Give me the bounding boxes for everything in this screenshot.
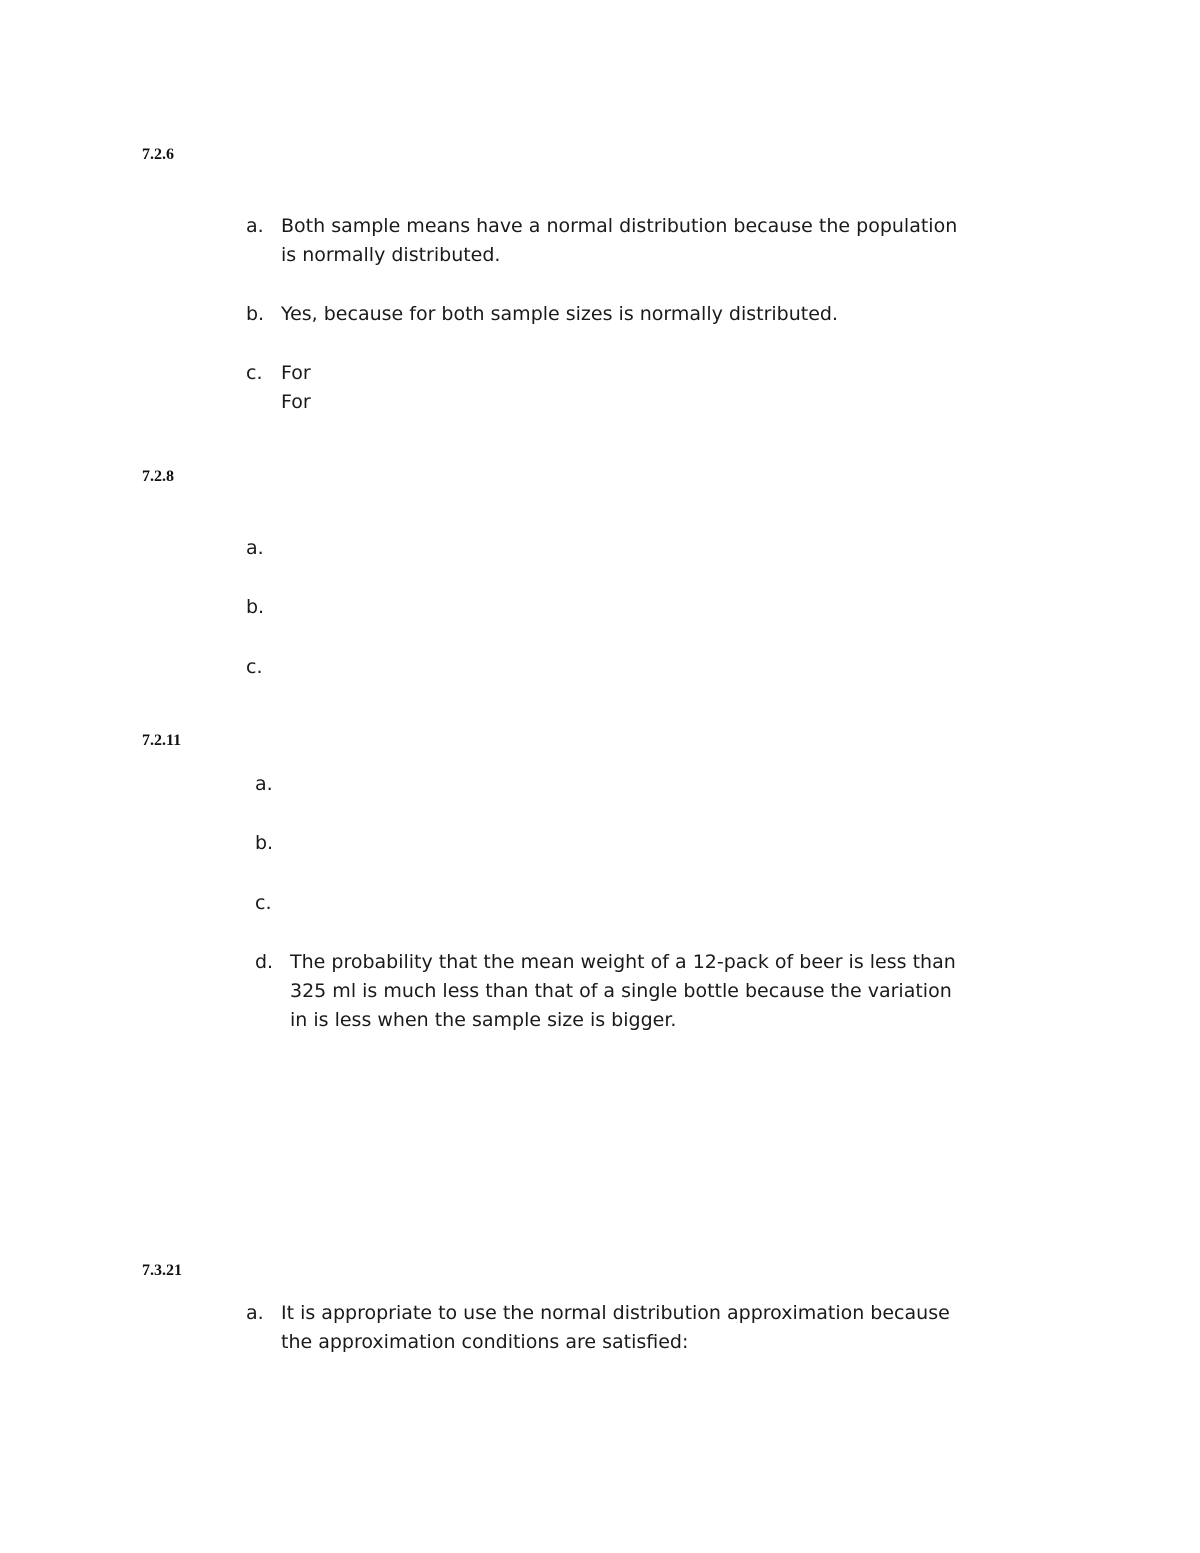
list-item-text (290, 948, 1070, 1035)
section-heading-7-2-8: 7.2.8 (142, 468, 174, 485)
text-line: Yes, because for both sample sizes is normally distributed. (281, 303, 839, 325)
section-heading-7-3-21: 7.3.21 (142, 1262, 182, 1279)
list-marker: b. (246, 596, 265, 618)
list-marker: b. (255, 832, 274, 854)
text-line: in is less when the sample size is bigger. (290, 1009, 677, 1031)
list-marker: a. (246, 1302, 264, 1324)
list-marker: a. (255, 773, 273, 795)
text-line: the approximation conditions are satisfied: (281, 1331, 689, 1353)
list-marker: c. (255, 892, 272, 914)
list-item-text (281, 212, 1061, 270)
text-line: For (281, 391, 311, 413)
section-heading-7-2-11: 7.2.11 (142, 732, 182, 749)
list-marker: a. (246, 215, 264, 237)
section-heading-7-2-6: 7.2.6 (142, 146, 174, 163)
list-item-text (281, 300, 1061, 329)
list-item-text (281, 359, 1061, 417)
list-marker: d. (255, 951, 274, 973)
text-line: Both sample means have a normal distribution because the population (281, 215, 958, 237)
text-line: 325 ml is much less than that of a single bottle because the variation (290, 980, 952, 1002)
list-marker: b. (246, 303, 265, 325)
list-marker: c. (246, 656, 263, 678)
text-line: It is appropriate to use the normal distribution approximation because (281, 1302, 950, 1324)
text-line: For (281, 362, 311, 384)
text-line: is normally distributed. (281, 244, 501, 266)
list-item-text (281, 1299, 1061, 1357)
text-line: The probability that the mean weight of a 12-pack of beer is less than (290, 951, 956, 973)
list-marker: a. (246, 537, 264, 559)
list-marker: c. (246, 362, 263, 384)
